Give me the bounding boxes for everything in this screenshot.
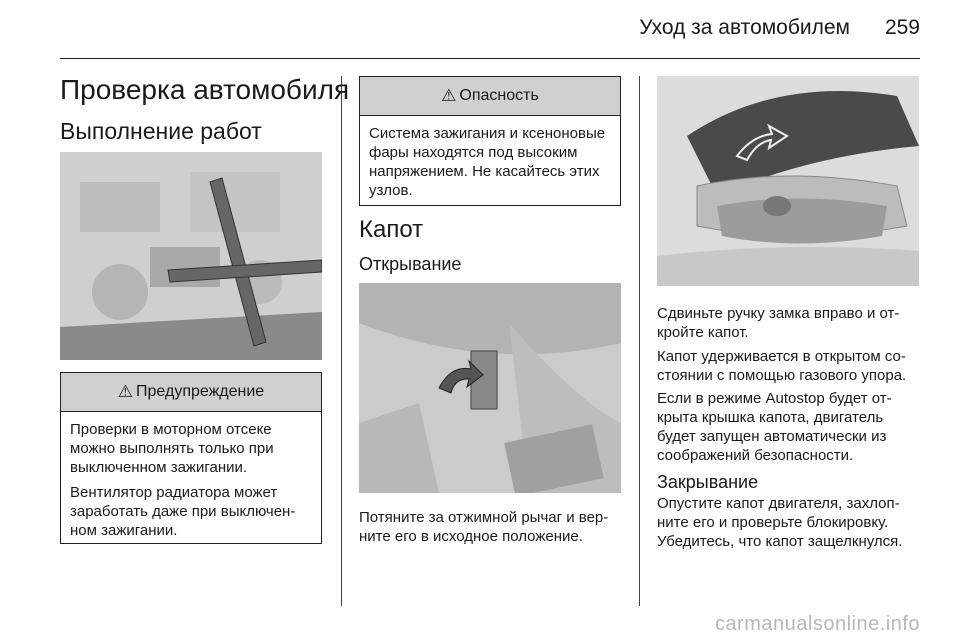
header-rule (60, 58, 920, 59)
warning-box-header (61, 373, 321, 412)
release-lever-figure (359, 283, 621, 493)
section-title: Капот (359, 216, 424, 243)
column-divider (639, 76, 640, 606)
warning-triangle-icon: ⚠ (441, 86, 457, 105)
page-number: 259 (884, 16, 920, 39)
subsection-title: Открывание (359, 254, 462, 274)
warning-triangle-icon: ⚠ (117, 382, 134, 401)
danger-text: Система зажигания и ксеноновые фары находятся под высоким напряжением. Не касайтесь этих узлов. (369, 125, 606, 199)
subsection-title: Закрывание (657, 472, 759, 492)
watermark: carmanualsonline.info (714, 613, 920, 635)
engine-bay-figure (60, 152, 322, 360)
warning-text: Вентилятор радиатора может заработать даже при выключенном зажигании. (70, 484, 296, 539)
danger-box-header (360, 77, 620, 116)
open-hood-figure (657, 76, 919, 286)
header-title: Уход за автомобилем (639, 16, 850, 39)
danger-box (359, 76, 621, 206)
warning-text: Проверки в моторном отсеке можно выполнять только при выключенном зажигании. (70, 421, 274, 476)
warning-box (60, 372, 322, 544)
danger-label: Опасность (459, 87, 539, 104)
subsection-title: Выполнение работ (60, 118, 262, 144)
body-text: Опустите капот двигателя, захлопните его и проверьте блокировку. Убедитесь, что капот защелкнулся. (657, 495, 903, 550)
caption: Потяните за отжимной рычаг и верните его в исходное положение. (359, 509, 609, 545)
body-text: Если в режиме Autostop будет открыта крышка капота, двигатель будет запущен автоматически из соображений безопасности. (657, 390, 892, 464)
warning-label: Предупреждение (136, 383, 265, 400)
section-title: Проверка автомобиля (60, 74, 350, 105)
column-divider (341, 76, 342, 606)
body-text: Сдвиньте ручку замка вправо и откройте капот. (657, 305, 900, 341)
body-text: Капот удерживается в открытом состоянии с помощью газового упора. (657, 348, 907, 384)
